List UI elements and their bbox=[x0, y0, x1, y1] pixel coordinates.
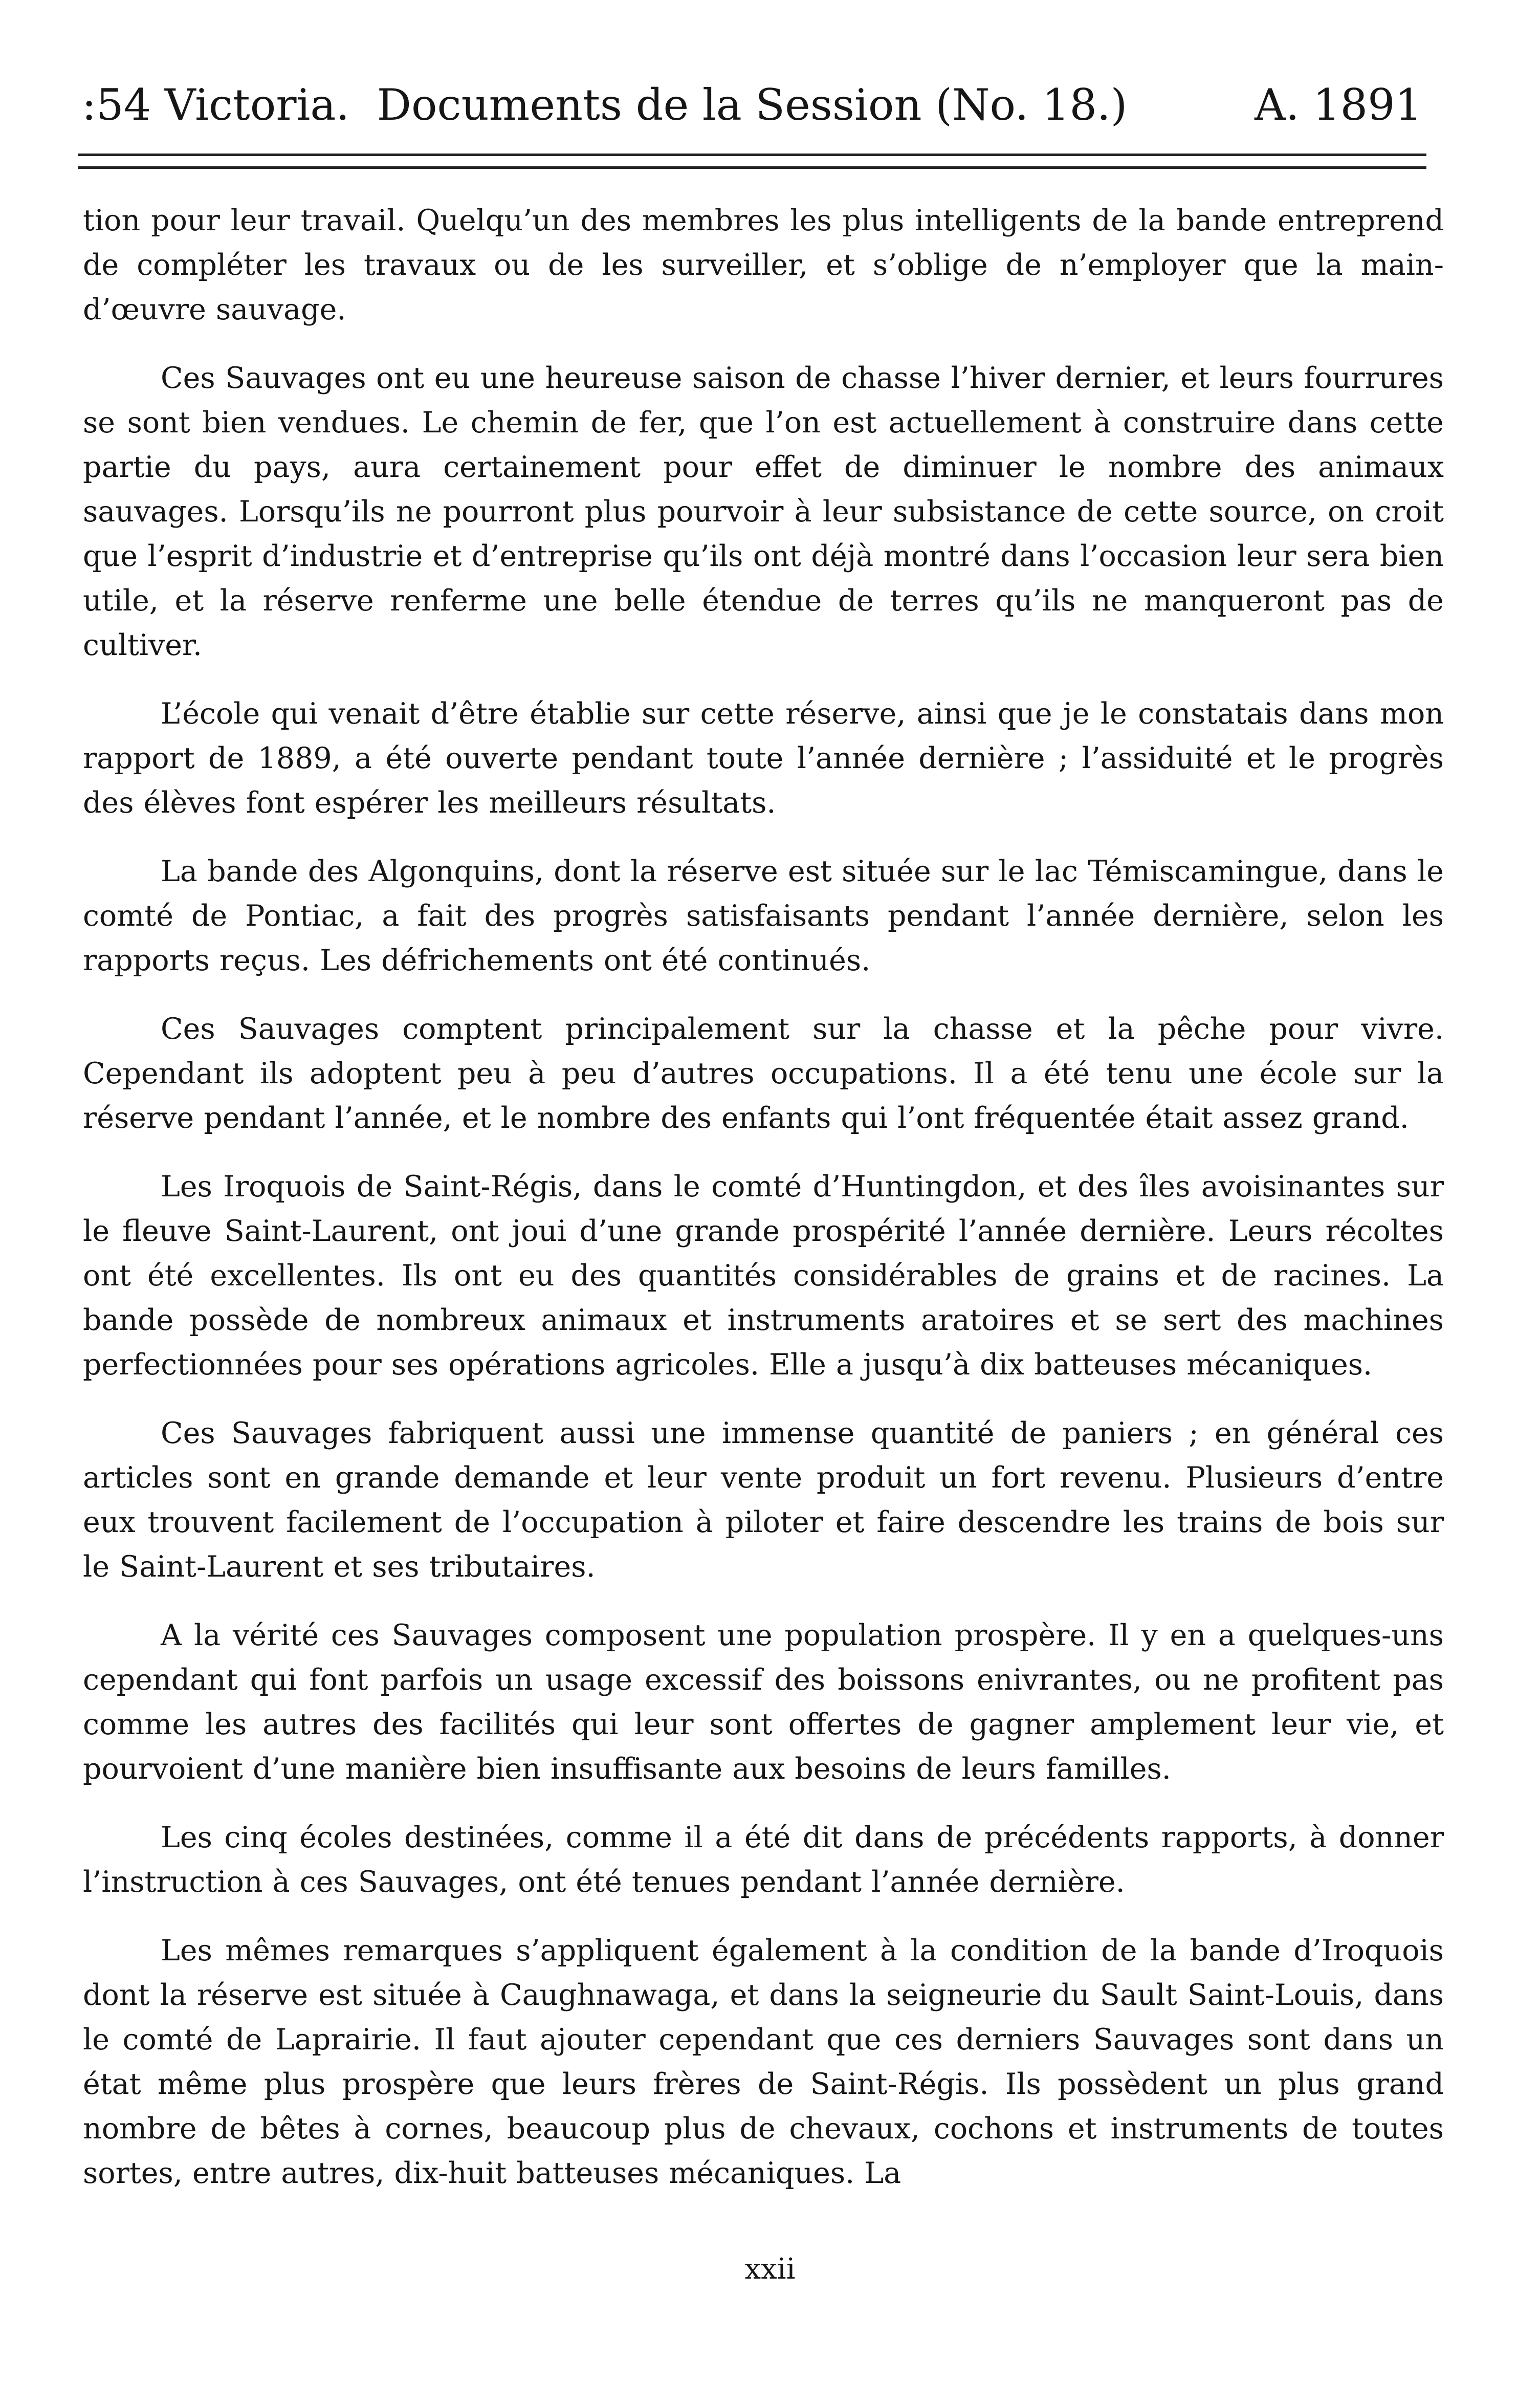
paragraph: A la vérité ces Sauvages composent une population prospère. Il y en a quelques-uns cependant qui font parfois un usage excessif des boissons enivrantes, ou ne profitent pas comme les autres des facilités qui leur sont offertes de gagner amplement leur vie, et pourvoient d’une manière bien insuffisante aux besoins de leurs familles. bbox=[83, 1619, 1444, 1786]
paragraph: tion pour leur travail. Quelqu’un des membres les plus intelligents de la bande entreprend de compléter les travaux ou de les surveiller, et s’oblige de n’employer que la main-d’œuvre sauvage. bbox=[83, 204, 1444, 326]
running-header bbox=[82, 77, 1422, 133]
header-rule-bottom bbox=[78, 166, 1426, 169]
paragraph: Les Iroquois de Saint-Régis, dans le comté d’Huntingdon, et des îles avoisinantes sur le fleuve Saint-Laurent, ont joui d’une grande prospérité l’année dernière. Leurs récoltes ont été excellentes. Ils ont eu des quantités considérables de grains et de racines. La bande possède de nombreux animaux et instruments aratoires et se sert des machines perfectionnées pour ses opérations agricoles. Elle a jusqu’à dix batteuses mécaniques. bbox=[83, 1170, 1444, 1382]
header-title: Documents de la Session (No. 18.) bbox=[377, 80, 1128, 130]
header-rule-top bbox=[78, 154, 1426, 156]
paragraph: Ces Sauvages ont eu une heureuse saison de chasse l’hiver dernier, et leurs fourrures se sont bien vendues. Le chemin de fer, que l’on est actuellement à construire dans cette partie du pays, aura certainement pour effet de diminuer le nombre des animaux sauvages. Lorsqu’ils ne pourront plus pourvoir à leur subsistance de cette source, on croit que l’esprit d’industrie et d’entreprise qu’ils ont déjà montré dans l’occasion leur sera bien utile, et la réserve renferme une belle étendue de terres qu’ils ne manqueront pas de cultiver. bbox=[83, 361, 1444, 662]
paragraph: Ces Sauvages comptent principalement sur la chasse et la pêche pour vivre. Cependant ils adoptent peu à peu d’autres occupations. Il a été tenu une école sur la réserve pendant l’année, et le nombre des enfants qui l’ont fréquentée était assez grand. bbox=[83, 1012, 1444, 1135]
paragraph: Ces Sauvages fabriquent aussi une immense quantité de paniers ; en général ces articles sont en grande demande et leur vente produit un fort revenu. Plusieurs d’entre eux trouvent facilement de l’occupation à piloter et faire descendre les trains de bois sur le Saint-Laurent et ses tributaires. bbox=[83, 1416, 1444, 1584]
paragraph: L’école qui venait d’être établie sur cette réserve, ainsi que je le constatais dans mon rapport de 1889, a été ouverte pendant toute l’année dernière ; l’assiduité et le progrès des élèves font espérer les meilleurs résultats. bbox=[83, 697, 1444, 820]
paragraph: La bande des Algonquins, dont la réserve est située sur le lac Témiscamingue, dans le comté de Pontiac, a fait des progrès satisfaisants pendant l’année dernière, selon les rapports reçus. Les défrichements ont été continués. bbox=[83, 855, 1444, 977]
paragraph: Les cinq écoles destinées, comme il a été dit dans de précédents rapports, à donner l’instruction à ces Sauvages, ont été tenues pendant l’année dernière. bbox=[83, 1821, 1444, 1899]
paragraph: Les mêmes remarques s’appliquent également à la condition de la bande d’Iroquois dont la réserve est située à Caughnawaga, et dans la seigneurie du Sault Saint-Louis, dans le comté de Laprairie. Il faut ajouter cependant que ces derniers Sauvages sont dans un état même plus prospère que leurs frères de Saint-Régis. Ils possèdent un plus grand nombre de bêtes à cornes, beaucoup plus de chevaux, cochons et instruments de toutes sortes, entre autres, dix-huit batteuses mécaniques. La bbox=[83, 1934, 1444, 2190]
page-number: xxii bbox=[744, 2253, 796, 2286]
header-volume: :54 Victoria. bbox=[82, 80, 350, 130]
header-year: A. 1891 bbox=[1255, 80, 1422, 130]
body-text bbox=[83, 199, 1444, 2220]
